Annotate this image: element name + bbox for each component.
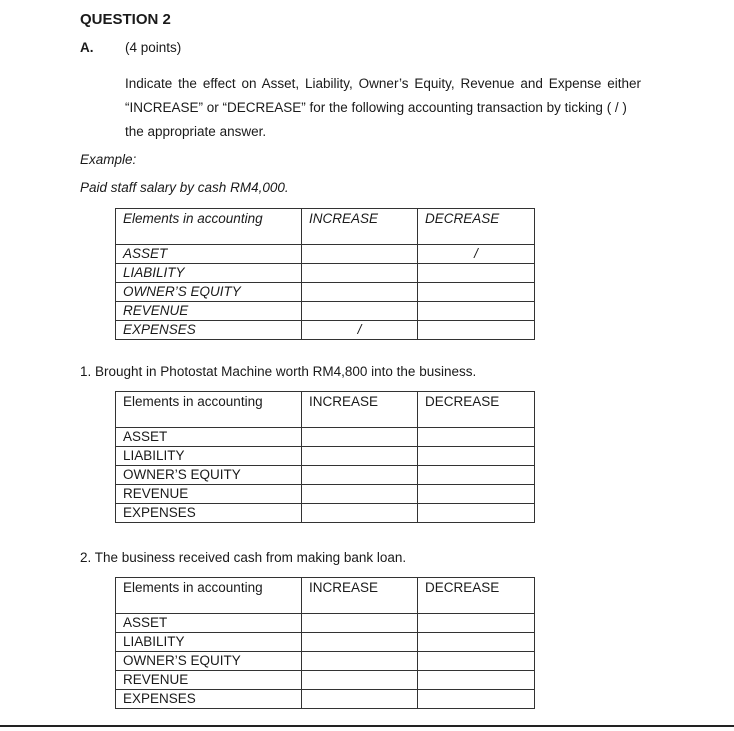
item-1-text: 1. Brought in Photostat Machine worth RM4,800 into the business.: [80, 364, 477, 379]
table-header-row: [116, 209, 535, 245]
instruction-line-3: the appropriate answer.: [125, 124, 267, 139]
increase-cell[interactable]: [302, 652, 418, 671]
table-row: [116, 690, 535, 709]
header-elements: Elements in accounting: [116, 209, 302, 245]
header-increase: INCREASE: [302, 578, 418, 614]
decrease-cell[interactable]: [418, 633, 535, 652]
item-2-text: 2. The business received cash from making bank loan.: [80, 550, 407, 565]
increase-cell[interactable]: [302, 447, 418, 466]
table-row: [116, 321, 535, 340]
example-table: [115, 208, 535, 340]
table-row: [116, 671, 535, 690]
decrease-cell: [418, 264, 535, 283]
decrease-cell[interactable]: [418, 447, 535, 466]
element-cell: REVENUE: [116, 485, 302, 504]
section-letter: A.: [80, 40, 94, 55]
question-title: QUESTION 2: [80, 11, 171, 28]
item-2-table: [115, 577, 535, 709]
table-row: [116, 633, 535, 652]
increase-cell[interactable]: [302, 428, 418, 447]
increase-cell[interactable]: [302, 504, 418, 523]
table-row: [116, 652, 535, 671]
table-header-row: [116, 578, 535, 614]
example-transaction: Paid staff salary by cash RM4,000.: [80, 180, 289, 195]
header-elements: Elements in accounting: [116, 392, 302, 428]
points-label: (4 points): [125, 40, 182, 55]
element-cell: LIABILITY: [116, 264, 302, 283]
item-1-table: [115, 391, 535, 523]
increase-cell[interactable]: [302, 671, 418, 690]
decrease-cell: [418, 283, 535, 302]
element-cell: EXPENSES: [116, 690, 302, 709]
decrease-cell[interactable]: [418, 504, 535, 523]
header-increase: INCREASE: [302, 209, 418, 245]
header-decrease: DECREASE: [418, 392, 535, 428]
element-cell: OWNER’S EQUITY: [116, 466, 302, 485]
instruction-line-1: Indicate the effect on Asset, Liability, Owner’s Equity, Revenue and Expense either: [125, 76, 641, 91]
increase-cell[interactable]: [302, 485, 418, 504]
decrease-cell: [418, 302, 535, 321]
decrease-cell: [418, 321, 535, 340]
element-cell: ASSET: [116, 428, 302, 447]
element-cell: LIABILITY: [116, 447, 302, 466]
table-row: [116, 245, 535, 264]
increase-cell[interactable]: [302, 466, 418, 485]
decrease-cell[interactable]: [418, 671, 535, 690]
bottom-divider: [0, 725, 734, 727]
increase-cell: [302, 302, 418, 321]
element-cell: ASSET: [116, 614, 302, 633]
table-row: [116, 447, 535, 466]
element-cell: LIABILITY: [116, 633, 302, 652]
increase-cell: /: [302, 321, 418, 340]
increase-cell: [302, 283, 418, 302]
decrease-cell: /: [418, 245, 535, 264]
element-cell: OWNER’S EQUITY: [116, 283, 302, 302]
element-cell: ASSET: [116, 245, 302, 264]
table-row: [116, 485, 535, 504]
increase-cell[interactable]: [302, 614, 418, 633]
decrease-cell[interactable]: [418, 690, 535, 709]
table-row: [116, 264, 535, 283]
example-label: Example:: [80, 152, 137, 167]
increase-cell: [302, 245, 418, 264]
table-row: [116, 504, 535, 523]
header-increase: INCREASE: [302, 392, 418, 428]
increase-cell: [302, 264, 418, 283]
table-row: [116, 428, 535, 447]
table-header-row: [116, 392, 535, 428]
decrease-cell[interactable]: [418, 428, 535, 447]
increase-cell[interactable]: [302, 690, 418, 709]
header-elements: Elements in accounting: [116, 578, 302, 614]
table-row: [116, 614, 535, 633]
instruction-line-2: “INCREASE” or “DECREASE” for the following accounting transaction by ticking ( / ): [125, 100, 627, 115]
table-row: [116, 466, 535, 485]
table-row: [116, 302, 535, 321]
table-row: [116, 283, 535, 302]
header-decrease: DECREASE: [418, 578, 535, 614]
instructions: [125, 72, 645, 144]
element-cell: REVENUE: [116, 302, 302, 321]
decrease-cell[interactable]: [418, 614, 535, 633]
element-cell: OWNER’S EQUITY: [116, 652, 302, 671]
decrease-cell[interactable]: [418, 466, 535, 485]
decrease-cell[interactable]: [418, 485, 535, 504]
header-decrease: DECREASE: [418, 209, 535, 245]
element-cell: REVENUE: [116, 671, 302, 690]
increase-cell[interactable]: [302, 633, 418, 652]
element-cell: EXPENSES: [116, 504, 302, 523]
decrease-cell[interactable]: [418, 652, 535, 671]
element-cell: EXPENSES: [116, 321, 302, 340]
